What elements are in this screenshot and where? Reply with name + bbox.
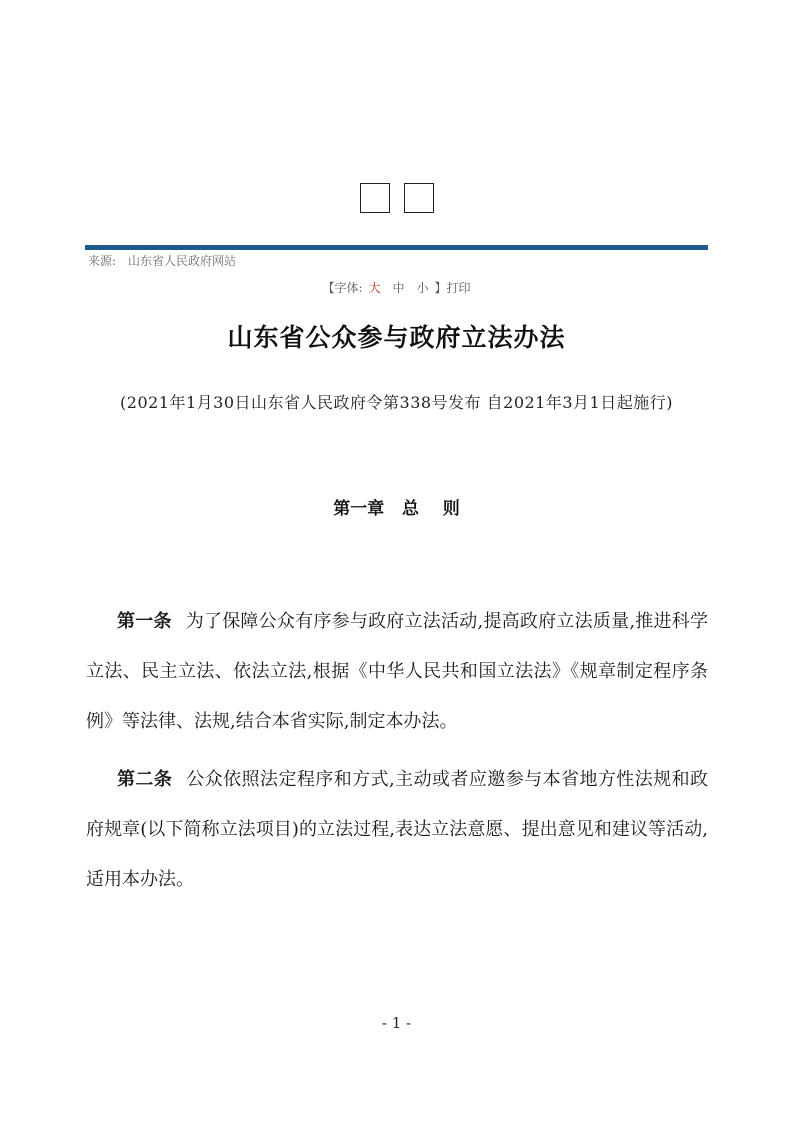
font-size-label: 【字体: <box>322 281 363 295</box>
page-number: - 1 - <box>381 1014 412 1032</box>
placeholder-box-right <box>404 183 434 213</box>
print-link[interactable]: 打印 <box>446 281 471 295</box>
promulgation-note: (2021年1月30日山东省人民政府令第338号发布 自2021年3月1日起施行) <box>120 393 673 412</box>
article-2-label: 第二条 <box>117 769 173 790</box>
article-2 <box>86 755 708 905</box>
font-size-medium-link[interactable]: 中 <box>392 281 405 295</box>
placeholder-box-left <box>360 183 390 213</box>
header-divider <box>85 245 708 250</box>
font-size-bar <box>0 279 793 296</box>
font-size-close-bracket: 】 <box>434 281 447 295</box>
font-size-large-link[interactable]: 大 <box>368 281 381 295</box>
article-2-text: 公众依照法定程序和方式,主动或者应邀参与本省地方性法规和政府规章(以下简称立法项目)的立法过程,表达立法意愿、提出意见和建议等活动,适用本办法。 <box>86 769 709 890</box>
source-value: 山东省人民政府网站 <box>128 254 237 268</box>
font-size-small-link[interactable]: 小 <box>416 281 429 295</box>
source-line <box>88 252 236 269</box>
article-1-label: 第一条 <box>117 611 172 632</box>
header-box-row <box>0 183 793 213</box>
article-1 <box>86 597 708 747</box>
source-label: 来源: <box>88 254 117 268</box>
chapter-heading: 第一章 总 则 <box>333 499 460 519</box>
document-title: 山东省公众参与政府立法办法 <box>227 323 566 352</box>
article-1-text: 为了保障公众有序参与政府立法活动,提高政府立法质量,推进科学立法、民主立法、依法立法,根据《中华人民共和国立法法》《规章制定程序条例》等法律、法规,结合本省实际,制定本办法。 <box>86 611 708 732</box>
